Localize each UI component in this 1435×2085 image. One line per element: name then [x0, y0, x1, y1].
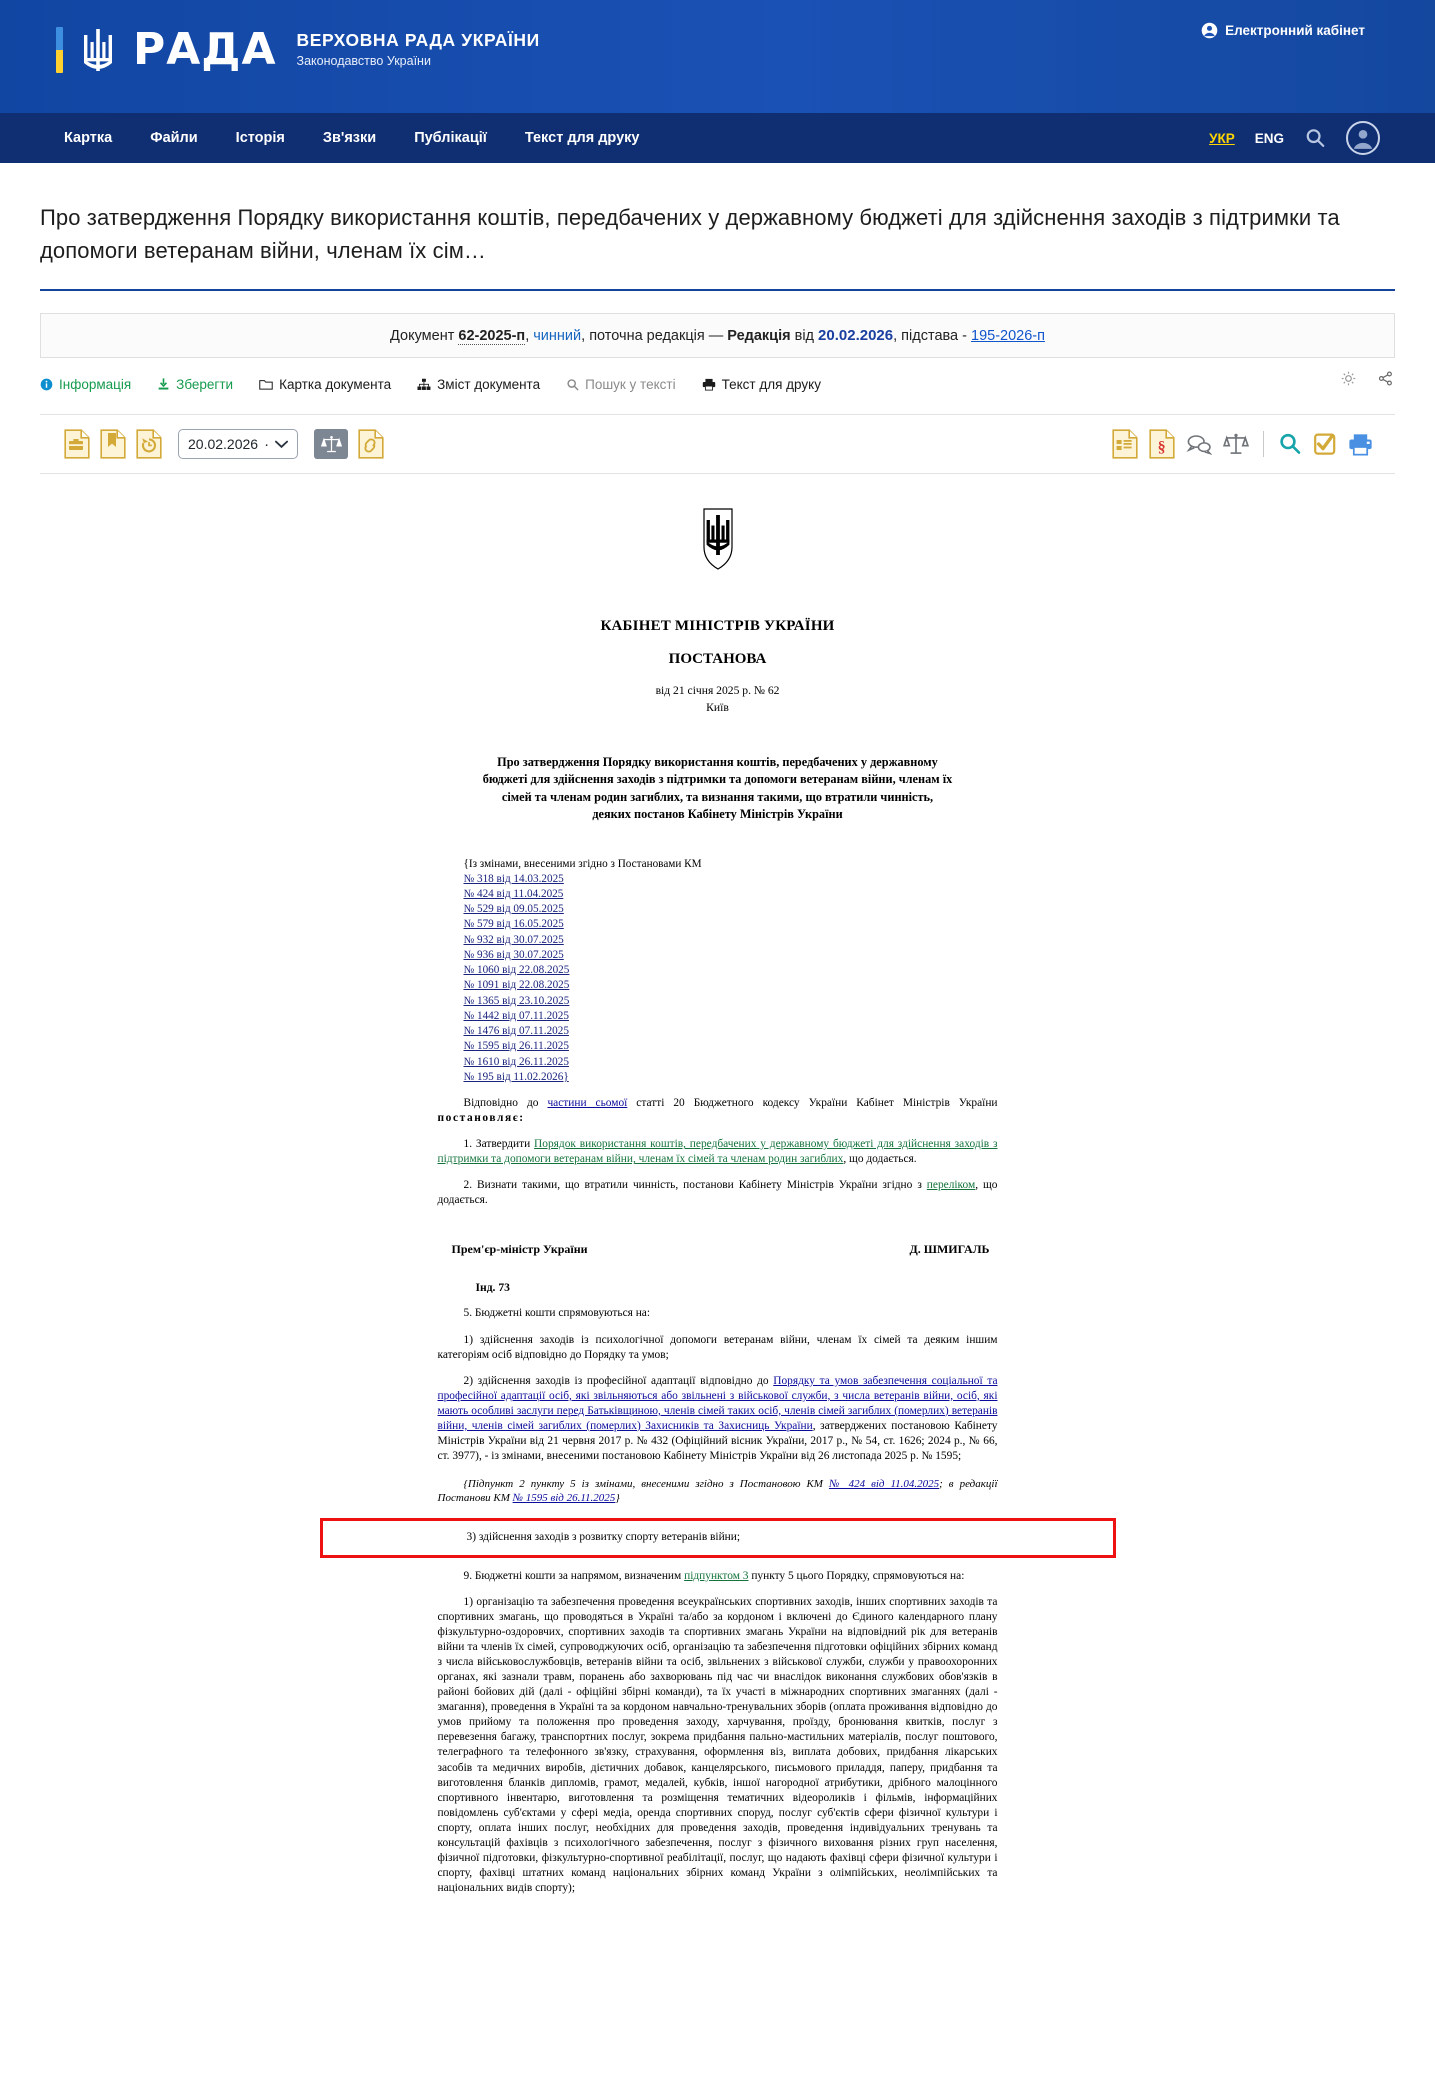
- clause-2-paragraph: [438, 1178, 998, 1208]
- clause-5-sub-1: 1) здійснення заходів із психологічної допомоги ветеранам війни, членам їх сімей та деяким іншим категоріям осіб відповідно до Порядку та умов;: [437, 1333, 998, 1361]
- intro-bold: постановляє:: [437, 1112, 525, 1125]
- electronic-cabinet-link[interactable]: [1201, 22, 1365, 39]
- clause-9-sub-1: 1) організацію та забезпечення проведення всеукраїнських спортивних заходів, інших спортивних заходів та спортивних змагань, що проводяться в Україні та/або за кордоном і включені до Єдиного календарного плану фізкультурно-оздоровчих, спортивних заходів та спортивних змагань України на відповідний рік для ветеранів війни та членів їх сімей, супроводжуючих осіб, організацію та забезпечення підготовки офіційних збірних команд з числа військовослужбовців, ветеранів війни та осіб, звільнених з військової служби, служби у правоохоронних органах, які зазнали травм, поранень або захворювань під час чи внаслідок виконання службових обов'язків в районі бойових дій (далі - офіційні збірні команди), та їх участі в міжнародних спортивних змаганнях (далі - змагання), проведення в Україні та за кордоном навчально-тренувальних зборів (оплата проживання відповідно до умов прийому та положення про проведення заходу, харчування, проїзду, бронювання квитків, послуг з перевезення багажу, транспортних послуг, зокрема придбання пально-мастильних матеріалів, послуг поштового, телеграфного та телефонного зв'язку, страхування, оформлення віз, виплата добових, придбання лікарських засобів та медичних виробів, дієтичних добавок, канцелярського, письмового приладдя, паперу, придбання та виготовлення бланків дипломів, грамот, медалей, кубків, іншої нагородної атрибутики, дрібного малоцінного спортивного інвентарю, виготовлення та розміщення тематичних відеороликів і фільмів, інформаційних повідомлень суб'єктами у сфері медіа, оренда спортивних споруд, послуг суб'єктів сфери фізичної культури і спорту, оплата інших послуг, необхідних для проведення заходів, проведення індивідуальних тренувань та консультацій фахівців з психологічного забезпечення, послуг з фізичного виховання різних груп населення, фізичної підготовки, фізкультурно-спортивної реабілітації, послуг, що надають фахівці сфери фізичної культури і спорту, фахівці штатних команд національних збірних команд України з олімпійських, неолімпійських та національних видів спорту);: [437, 1596, 998, 1894]
- amendment-link[interactable]: № 1091 від 22.08.2025: [463, 979, 570, 992]
- brand-title: ВЕРХОВНА РАДА УКРАЇНИ: [296, 29, 540, 50]
- status-basis-label: , підстава -: [893, 328, 971, 344]
- settings-gear-icon[interactable]: [1341, 371, 1356, 386]
- document-heading: Про затвердження Порядку використання коштів, передбачених у державному бюджеті для здійснення заходів з підтримки та допомоги ветеранам війни, членам їх сімей та членам родин загиблих, та визнання такими, що втратили чинність, деяких постанов Кабінету Міністрів України: [482, 754, 953, 822]
- revision-date-select[interactable]: [178, 429, 298, 459]
- toolbar-link-button[interactable]: [358, 429, 384, 459]
- status-prefix: Документ: [390, 328, 459, 344]
- status-doc-number: 62-2025-п: [458, 328, 526, 344]
- document-header-block: [438, 617, 998, 715]
- folder-icon: [259, 378, 273, 391]
- action-toolbar: [40, 371, 1395, 397]
- signature-title: Прем'єр-міністр України: [451, 1242, 588, 1257]
- action-print-text[interactable]: [702, 377, 821, 392]
- toolbar-structure-button[interactable]: [1112, 429, 1138, 459]
- brand-subtitle: Законодавство України: [296, 53, 431, 68]
- action-doc-card-label: Картка документа: [279, 376, 392, 392]
- nav-right-controls: [1209, 113, 1380, 163]
- revision-date-dot: ·: [264, 435, 270, 453]
- clause-2-a: 2. Визнати такими, що втратили чинність, постанови Кабінету Міністрів України згідно з: [463, 1179, 927, 1192]
- chevron-down-icon: [275, 440, 288, 449]
- status-badge: чинний: [533, 328, 582, 344]
- signature-name: Д. ШМИГАЛЬ: [909, 1242, 990, 1257]
- search-icon: [566, 378, 579, 391]
- toolbar-doc-card-button[interactable]: [64, 429, 90, 459]
- status-basis-link[interactable]: 195-2026-п: [971, 328, 1045, 344]
- status-vid: від: [790, 328, 819, 344]
- nav-item-list: [45, 113, 658, 163]
- action-information-label: Інформація: [59, 376, 132, 392]
- note-link-424[interactable]: № 424 від 11.04.2025: [828, 1477, 940, 1490]
- issuing-authority: КАБІНЕТ МІНІСТРІВ УКРАЇНИ: [600, 618, 835, 635]
- action-search-text[interactable]: [566, 377, 675, 392]
- status-mid: поточна редакція —: [589, 328, 728, 344]
- clause-5-sub-2-b: , затверджених постановою Кабінету Міністрів України від 21 червня 2017 р. № 432 (Офіційний вісник України, 2017 р., № 54, ст. 1626; 2024 р., № 66, ст. 3977), - із змінами, внесеними постановою Кабінету Міністрів України від 26 листопада 2025 р. № 1595;: [437, 1419, 998, 1462]
- amendment-link[interactable]: № 936 від 30.07.2025: [463, 948, 564, 961]
- toolbar-right-group: [1112, 429, 1373, 459]
- document-toolbar: [40, 414, 1395, 474]
- signature-row: [452, 1242, 990, 1258]
- clause-5-sub-2-link[interactable]: Порядку та умов забезпечення соціальної та професійної адаптації осіб, які звільняються або звільнені з військової служби, з числа ветеранів війни, осіб, які мають особливі заслуги перед Батьківщиною, членів сімей таких осіб, членів сімей загиблих (померлих) ветеранів війни, членів сімей загиблих (померлих) Захисників та Захисниць України: [437, 1374, 998, 1432]
- clause-1-link[interactable]: Порядок використання коштів, передбачених у державному бюджеті для здійснення заходів з підтримки та допомоги ветеранам війни, членам їх сімей та членам родин загиблих: [437, 1138, 998, 1166]
- amendment-link[interactable]: № 1365 від 23.10.2025: [463, 994, 570, 1007]
- toolbar-left-group: [64, 429, 384, 459]
- highlighted-clause: [320, 1518, 1116, 1558]
- page-content: [0, 201, 1435, 1896]
- toolbar-separator: [1263, 431, 1264, 457]
- share-icon[interactable]: [1378, 371, 1393, 386]
- action-doc-contents-label: Зміст документа: [437, 376, 541, 392]
- note-c: }: [615, 1492, 620, 1505]
- act-city: Київ: [706, 701, 729, 715]
- ukraine-coat-of-arms-icon: [695, 508, 741, 570]
- clause-5-sub-2-a: 2) здійснення заходів із професійної адаптації відповідно до: [463, 1374, 774, 1387]
- clause-1-a: 1. Затвердити: [463, 1138, 535, 1151]
- act-date: від 21 січня 2025 р. № 62: [655, 683, 780, 697]
- action-right-icons: [1341, 371, 1393, 386]
- amendment-link[interactable]: № 579 від 16.05.2025: [463, 918, 564, 931]
- intro-text-a: Відповідно до: [463, 1097, 548, 1110]
- clause-9-link[interactable]: підпунктом 3: [684, 1569, 749, 1582]
- flag-stripe-icon: [56, 27, 63, 73]
- search-icon[interactable]: [1278, 432, 1302, 456]
- clause-9-a: 9. Бюджетні кошти за напрямом, визначеним: [463, 1569, 685, 1582]
- electronic-cabinet-label: Електронний кабінет: [1225, 23, 1365, 38]
- clause-1-paragraph: [438, 1137, 998, 1167]
- status-comma2: ,: [581, 328, 590, 344]
- note-b: ; в редакції Постанови КМ: [437, 1477, 998, 1505]
- clause-1-b: , що додається.: [843, 1153, 917, 1166]
- scales-icon: [321, 435, 342, 454]
- toolbar-compare-button[interactable]: [314, 429, 348, 459]
- printer-icon: [702, 378, 716, 391]
- status-redaction-date: 20.02.2026: [818, 327, 894, 344]
- lang-ukr-link[interactable]: УКР: [1209, 130, 1235, 146]
- download-icon: [157, 377, 170, 391]
- action-search-text-label: Пошук у тексті: [585, 376, 676, 392]
- action-save-label: Зберегти: [176, 376, 234, 392]
- clause-5-heading: 5. Бюджетні кошти спрямовуються на:: [463, 1307, 651, 1320]
- search-icon[interactable]: [1304, 127, 1326, 149]
- comments-icon[interactable]: [1186, 433, 1212, 455]
- sidebar-item-publikatsii[interactable]: Публікації: [414, 130, 487, 146]
- sidebar-item-tekst-dlya-druku[interactable]: Текст для друку: [524, 130, 640, 146]
- amendment-link[interactable]: № 1595 від 26.11.2025: [463, 1040, 569, 1053]
- scales-icon[interactable]: [1223, 432, 1249, 456]
- intro-paragraph: [438, 1096, 998, 1126]
- amendments-list: [464, 857, 998, 1086]
- sidebar-item-zvyazky[interactable]: Зв'язки: [322, 130, 377, 146]
- action-save[interactable]: [157, 377, 233, 392]
- clause-9-heading: [438, 1569, 998, 1584]
- toolbar-paragraph-button[interactable]: [1149, 429, 1175, 459]
- document-status-bar: [40, 313, 1395, 358]
- clause-2-b: , що додається.: [437, 1179, 998, 1207]
- svg-text:§: §: [1157, 439, 1166, 457]
- info-icon: [40, 378, 53, 391]
- amendment-link[interactable]: № 932 від 30.07.2025: [463, 933, 564, 946]
- site-logo[interactable]: [56, 25, 540, 75]
- tryzub-icon: [77, 25, 119, 75]
- user-circle-icon: [1201, 22, 1218, 39]
- avatar-icon[interactable]: [1346, 121, 1380, 155]
- printer-icon[interactable]: [1348, 433, 1373, 456]
- toolbar-history-button[interactable]: [136, 429, 162, 459]
- document-body: [438, 474, 998, 1896]
- sidebar-item-faily[interactable]: Файли: [150, 130, 198, 146]
- lang-eng-link[interactable]: ENG: [1254, 130, 1284, 146]
- index-number: Інд. 73: [475, 1281, 510, 1295]
- act-type: ПОСТАНОВА: [668, 651, 767, 668]
- rada-wordmark: РАДА: [133, 24, 277, 75]
- action-doc-card[interactable]: [259, 377, 391, 392]
- amendments-header: {Із змінами, внесеними згідно з Постановами КМ: [463, 857, 702, 870]
- status-redaction-label: Редакція: [727, 328, 791, 344]
- brand-bar: [0, 0, 1435, 113]
- amendment-link[interactable]: № 1476 від 07.11.2025: [463, 1025, 569, 1038]
- sitemap-icon: [417, 378, 431, 391]
- note-a: {Підпункт 2 пункту 5 із змінами, внесеними згідно з Постановою КМ: [463, 1477, 829, 1490]
- action-print-text-label: Текст для друку: [721, 376, 821, 392]
- amendment-link[interactable]: № 529 від 09.05.2025: [463, 903, 564, 916]
- title-divider: [40, 289, 1395, 291]
- amendment-link[interactable]: № 318 від 14.03.2025: [463, 872, 564, 885]
- intro-text-b: статті 20 Бюджетного кодексу України Кабінет Міністрів України: [627, 1097, 998, 1110]
- amendment-link[interactable]: № 1060 від 22.08.2025: [463, 964, 570, 977]
- revision-date-value: 20.02.2026: [188, 436, 259, 453]
- toolbar-bookmark-button[interactable]: [100, 429, 126, 459]
- amendment-link[interactable]: № 195 від 11.02.2026}: [463, 1070, 569, 1083]
- checkbox-icon[interactable]: [1313, 432, 1337, 456]
- coat-of-arms: [438, 508, 998, 575]
- action-doc-contents[interactable]: [417, 377, 540, 392]
- sidebar-item-kartka[interactable]: Картка: [64, 130, 113, 146]
- intro-link[interactable]: частини сьомої: [547, 1097, 628, 1110]
- clause-9-b: пункту 5 цього Порядку, спрямовуються на:: [748, 1569, 965, 1582]
- main-navigation: [0, 113, 1435, 163]
- amendment-note: [438, 1477, 998, 1506]
- clause-5-sub-2: [438, 1374, 998, 1464]
- sidebar-item-istoriya[interactable]: Історія: [235, 130, 285, 146]
- note-link-1595[interactable]: № 1595 від 26.11.2025: [512, 1492, 616, 1505]
- amendment-link[interactable]: № 1442 від 07.11.2025: [463, 1009, 569, 1022]
- page-title: Про затвердження Порядку використання коштів, передбачених у державному бюджеті для здійснення заходів з підтримки та допомоги ветеранам війни, членам їх сім…: [40, 205, 1340, 263]
- clause-2-link[interactable]: переліком: [926, 1179, 976, 1192]
- status-comma1: ,: [525, 328, 534, 344]
- action-information[interactable]: [40, 377, 131, 392]
- amendment-link[interactable]: № 1610 від 26.11.2025: [463, 1055, 569, 1068]
- amendment-link[interactable]: № 424 від 11.04.2025: [463, 888, 564, 900]
- clause-5-sub-3: 3) здійснення заходів з розвитку спорту ветеранів війни;: [466, 1530, 741, 1543]
